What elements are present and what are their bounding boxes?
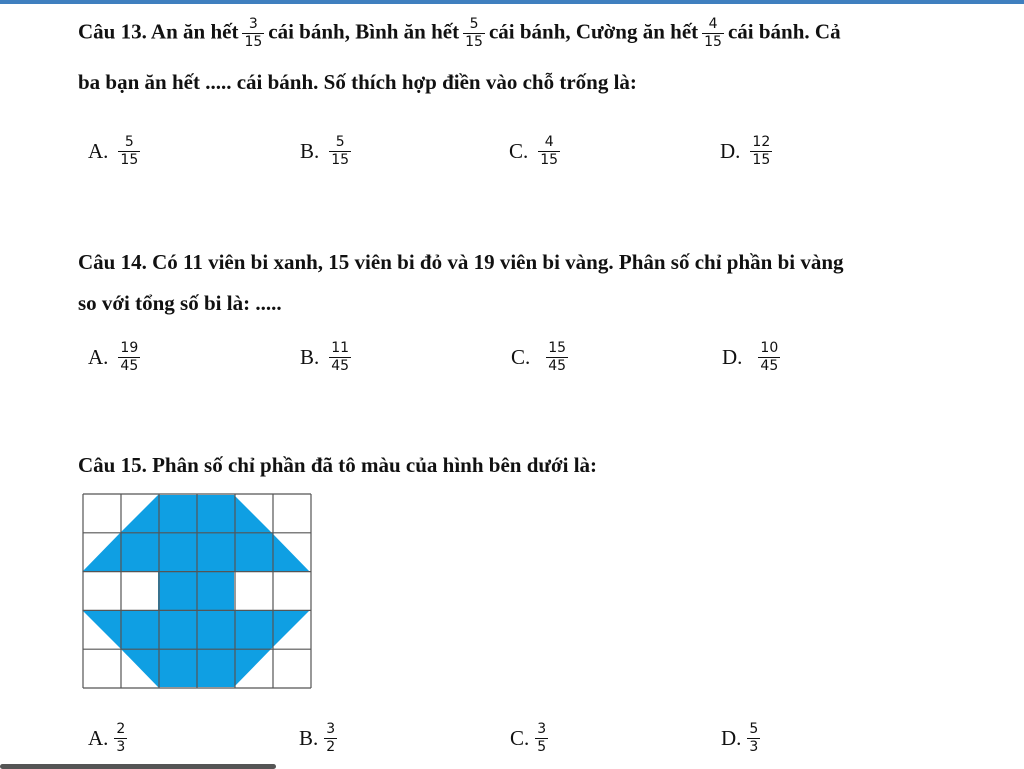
q13-option-a-fraction: $\frac{5}{15}$ — [120, 134, 139, 168]
q14-option-a-fraction: $\frac{19}{45}$ — [120, 340, 139, 374]
q14-line-1: Câu 14. Có 11 viên bi xanh, 15 viên bi đỏ và 19 viên bi vàng. Phân số chỉ phần bi vàng — [78, 250, 844, 274]
q13-option-d[interactable]: D. $\frac{12}{15}$ — [720, 134, 771, 168]
q14-line-2: so với tổng số bi là: ..... — [78, 291, 282, 315]
q13-option-c-fraction: $\frac{4}{15}$ — [540, 134, 559, 168]
window-top-border — [0, 0, 1024, 4]
q13-text-part-4: cái bánh. Cả — [727, 19, 841, 44]
q13-option-c[interactable]: C. $\frac{4}{15}$ — [509, 134, 559, 168]
white-cell-left — [120, 572, 158, 610]
q15-option-d-fraction: $\frac{5}{3}$ — [749, 721, 759, 755]
q13-fraction-an: $\frac{3}{15}$ — [244, 16, 263, 50]
q13-fraction-cuong: $\frac{4}{15}$ — [704, 16, 722, 50]
q13-fraction-binh: $\frac{5}{15}$ — [465, 16, 483, 50]
q13-option-a[interactable]: A. $\frac{5}{15}$ — [88, 134, 139, 168]
q15-option-b[interactable]: B. $\frac{3}{2}$ — [299, 721, 336, 755]
q13-option-b-fraction: $\frac{5}{15}$ — [331, 134, 350, 168]
q15-line-1: Câu 15. Phân số chỉ phần đã tô màu của hình bên dưới là: — [78, 453, 598, 477]
shaded-grid-figure — [82, 493, 312, 689]
shaded-center-cells — [158, 572, 234, 610]
q13-text-part-2: cái bánh, Bình ăn hết — [268, 19, 460, 44]
q13-text-part-1: Câu 13. An ăn hết — [78, 19, 239, 44]
q14-option-c-fraction: $\frac{15}{45}$ — [548, 340, 567, 374]
q15-option-c[interactable]: C. $\frac{3}{5}$ — [510, 721, 547, 755]
q14-option-b[interactable]: B. $\frac{11}{45}$ — [300, 340, 350, 374]
q15-option-a[interactable]: A. $\frac{2}{3}$ — [88, 721, 126, 755]
q13-option-d-fraction: $\frac{12}{15}$ — [752, 134, 771, 168]
q15-option-d[interactable]: D. $\frac{5}{3}$ — [721, 721, 759, 755]
q15-option-a-fraction: $\frac{2}{3}$ — [116, 721, 126, 755]
q14-option-c[interactable]: C. $\frac{15}{45}$ — [511, 340, 567, 374]
q13-option-b[interactable]: B. $\frac{5}{15}$ — [300, 134, 350, 168]
q14-option-d[interactable]: D. $\frac{10}{45}$ — [722, 340, 779, 374]
q15-option-b-fraction: $\frac{3}{2}$ — [326, 721, 336, 755]
q15-option-c-fraction: $\frac{3}{5}$ — [537, 721, 547, 755]
q14-option-b-fraction: $\frac{11}{45}$ — [331, 340, 350, 374]
q13-line-2: ba bạn ăn hết ..... cái bánh. Số thích hợp điền vào chỗ trống là: — [78, 70, 637, 94]
q14-option-d-fraction: $\frac{10}{45}$ — [760, 340, 779, 374]
q13-line-1 — [78, 16, 841, 51]
q14-option-a[interactable]: A. $\frac{19}{45}$ — [88, 340, 139, 374]
white-cell-right — [234, 572, 272, 610]
q13-text-part-3: cái bánh, Cường ăn hết — [488, 19, 699, 44]
horizontal-scrollbar[interactable] — [0, 764, 276, 769]
